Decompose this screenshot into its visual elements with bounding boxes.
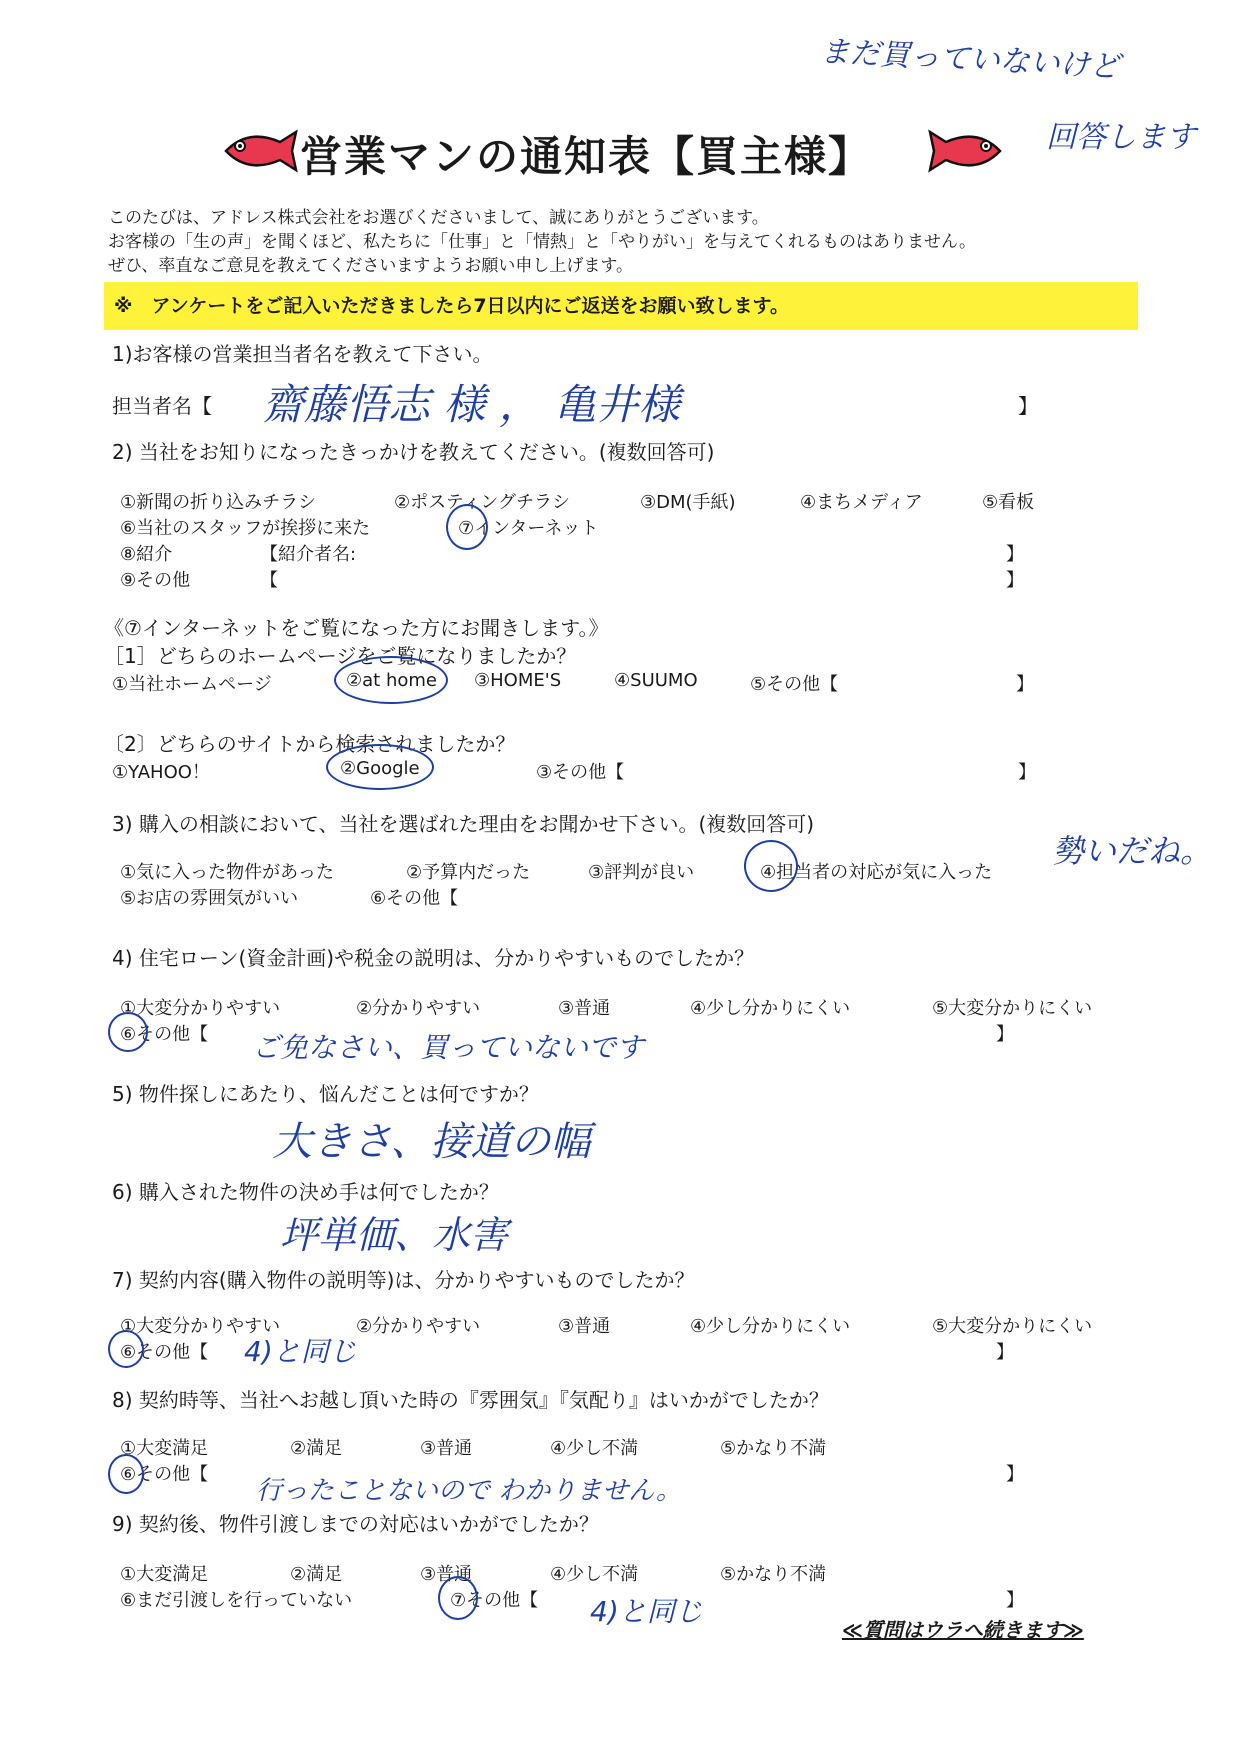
q3-option-5: ⑤お店の雰囲気がいい [120,888,299,909]
q1-close: 】 [1018,394,1038,418]
q4-close: 】 [996,1024,1014,1045]
q8-option-5: ⑤かなり不満 [720,1438,827,1459]
q4-option-1: ①大変分かりやすい [120,998,281,1019]
q7-option-2: ②分かりやすい [356,1316,481,1337]
q3-option-1: ①気に入った物件があった [120,862,334,883]
q7-question: 7) 契約内容(購入物件の説明等)は、分かりやすいものでしたか？ [112,1268,695,1292]
q2-option-1: ①新聞の折り込みチラシ [120,492,317,513]
page-title: 営業マンの通知表【買主様】 [300,132,873,181]
q8-option-1: ①大変満足 [120,1438,209,1459]
q5-question: 5) 物件探しにあたり、悩んだことは何ですか？ [112,1082,539,1106]
sub1-option-2: ②at home [346,670,437,691]
q8-option-3: ③普通 [420,1438,473,1459]
sub2-option-1: ①YAHOO！ [112,762,210,783]
q7-option-4: ④少し分かりにくい [690,1316,851,1337]
q9-option-7: ⑦その他【 [450,1590,539,1611]
q9-close: 】 [1006,1590,1024,1611]
q4-option-3: ③普通 [558,998,611,1019]
q3-option-2: ②予算内だった [406,862,531,883]
handwritten-note-2: 回答します [1046,120,1196,155]
intro-line-3: ぜひ、率直なご意見を教えてくださいますようお願い申し上げます。 [108,256,633,276]
q9-option-6: ⑥まだ引渡しを行っていない [120,1590,353,1611]
q8-close: 】 [1006,1464,1024,1485]
sub2-selection-circle [326,744,434,790]
q9-option-3: ③普通 [420,1564,473,1585]
q2-option-3: ③DM(手紙) [640,492,736,513]
q4-option-6: ⑥その他【 [120,1024,209,1045]
q9-option-5: ⑤かなり不満 [720,1564,827,1585]
q4-answer: ご免なさい、買っていないです [252,1031,645,1064]
internet-sub2: 〔2〕どちらのサイトから検索されましたか？ [104,732,516,756]
q8-option-4: ④少し不満 [550,1438,639,1459]
q8-option-6: ⑥その他【 [120,1464,209,1485]
q4-option-4: ④少し分かりにくい [690,998,851,1019]
fish-icon-left [218,128,298,178]
q3-selection-circle [744,840,798,892]
q1-answer: 齋藤悟志 様 ， 亀井様 [262,380,681,429]
q4-selection-circle [108,1012,148,1052]
q2-question: 2) 当社をお知りになったきっかけを教えてください。(複数回答可) [112,440,715,464]
q7-selection-circle [108,1330,144,1368]
q2-selection-circle [446,504,488,550]
sub1-option-4: ④SUUMO [614,670,698,691]
sub2-option-3: ③その他【 [536,762,625,783]
q2-option-4: ④まちメディア [800,492,923,513]
q1-question: 1)お客様の営業担当者名を教えて下さい。 [112,342,493,366]
sub1-option-5: ⑤その他【 [750,674,839,695]
q7-option-3: ③普通 [558,1316,611,1337]
q4-option-5: ⑤大変分かりにくい [932,998,1093,1019]
internet-sub1: ［1］どちらのホームページをご覧になりましたか？ [104,644,577,668]
sub2-close: 】 [1018,762,1036,783]
q3-question: 3) 購入の相談において、当社を選ばれた理由をお聞かせ下さい。(複数回答可) [112,812,815,836]
q9-selection-circle [438,1576,478,1620]
q5-answer: 大きさ、接道の幅 [272,1119,591,1165]
q3-option-6: ⑥その他【 [370,888,459,909]
q2-option-7: ⑦インターネット [458,518,599,539]
q2-referrer-close: 】 [1006,544,1024,565]
q2-option-6: ⑥当社のスタッフが挨拶に来た [120,518,371,539]
sub1-option-1: ①当社ホームページ [112,674,272,695]
q9-question: 9) 契約後、物件引渡しまでの対応はいかがでしたか？ [112,1512,599,1536]
q3-option-3: ③評判が良い [588,862,695,883]
q6-answer: 坪単価、水害 [280,1213,509,1257]
q9-option-1: ①大変満足 [120,1564,209,1585]
q8-answer: 行ったことないので わかりません。 [256,1476,682,1506]
intro-line-1: このたびは、アドレス株式会社をお選びくださいまして、誠にありがとうございます。 [108,208,769,228]
q9-answer: 4)と同じ [590,1595,703,1628]
q8-question: 8) 契約時等、当社へお越し頂いた時の『雰囲気』『気配り』はいかがでしたか？ [112,1388,829,1412]
sub1-close: 】 [1016,674,1034,695]
handwritten-note-1: まだ買っていないけど [819,34,1121,85]
continue-note: ≪質問はウラへ続きます≫ [842,1618,1084,1642]
q7-option-5: ⑤大変分かりにくい [932,1316,1093,1337]
q7-option-6: ⑥その他【 [120,1342,209,1363]
sub2-option-2: ②Google [340,758,420,779]
q2-other-open: 【 [260,570,278,591]
q7-answer: 4)と同じ [244,1335,357,1368]
q4-question: 4) 住宅ローン(資金計画)や税金の説明は、分かりやすいものでしたか？ [112,946,755,970]
q3-option-4: ④担当者の対応が気に入った [760,862,993,883]
q2-option-2: ②ポスティングチラシ [394,492,570,513]
q2-other-close: 】 [1006,570,1024,591]
q9-option-4: ④少し不満 [550,1564,639,1585]
q2-option-9: ⑨その他 [120,570,191,591]
q2-option-5: ⑤看板 [982,492,1035,513]
q2-option-8: ⑧紹介 [120,544,173,565]
q3-answer: 勢いだね。 [1052,832,1213,870]
q2-referrer-label: 【紹介者名: [260,544,357,565]
q7-option-1: ①大変分かりやすい [120,1316,281,1337]
q6-question: 6) 購入された物件の決め手は何でしたか？ [112,1180,499,1204]
notice-banner: ※ アンケートをご記入いただきましたら7日以内にご返送をお願い致します。 [104,282,1138,330]
internet-heading: 《⑦インターネットをご覧になった方にお聞きします。》 [104,616,609,640]
intro-line-2: お客様の「生の声」を聞くほど、私たちに「仕事」と「情熱」と「やりがい」を与えてくれるものはありません。 [108,232,977,252]
q8-selection-circle [108,1454,144,1494]
fish-icon-right [928,128,1008,178]
sub1-option-3: ③HOME'S [474,670,562,691]
q4-option-2: ②分かりやすい [356,998,481,1019]
q8-option-2: ②満足 [290,1438,343,1459]
sub1-selection-circle [334,656,448,704]
q1-label: 担当者名【 [112,394,212,418]
q7-close: 】 [996,1342,1014,1363]
q9-option-2: ②満足 [290,1564,343,1585]
